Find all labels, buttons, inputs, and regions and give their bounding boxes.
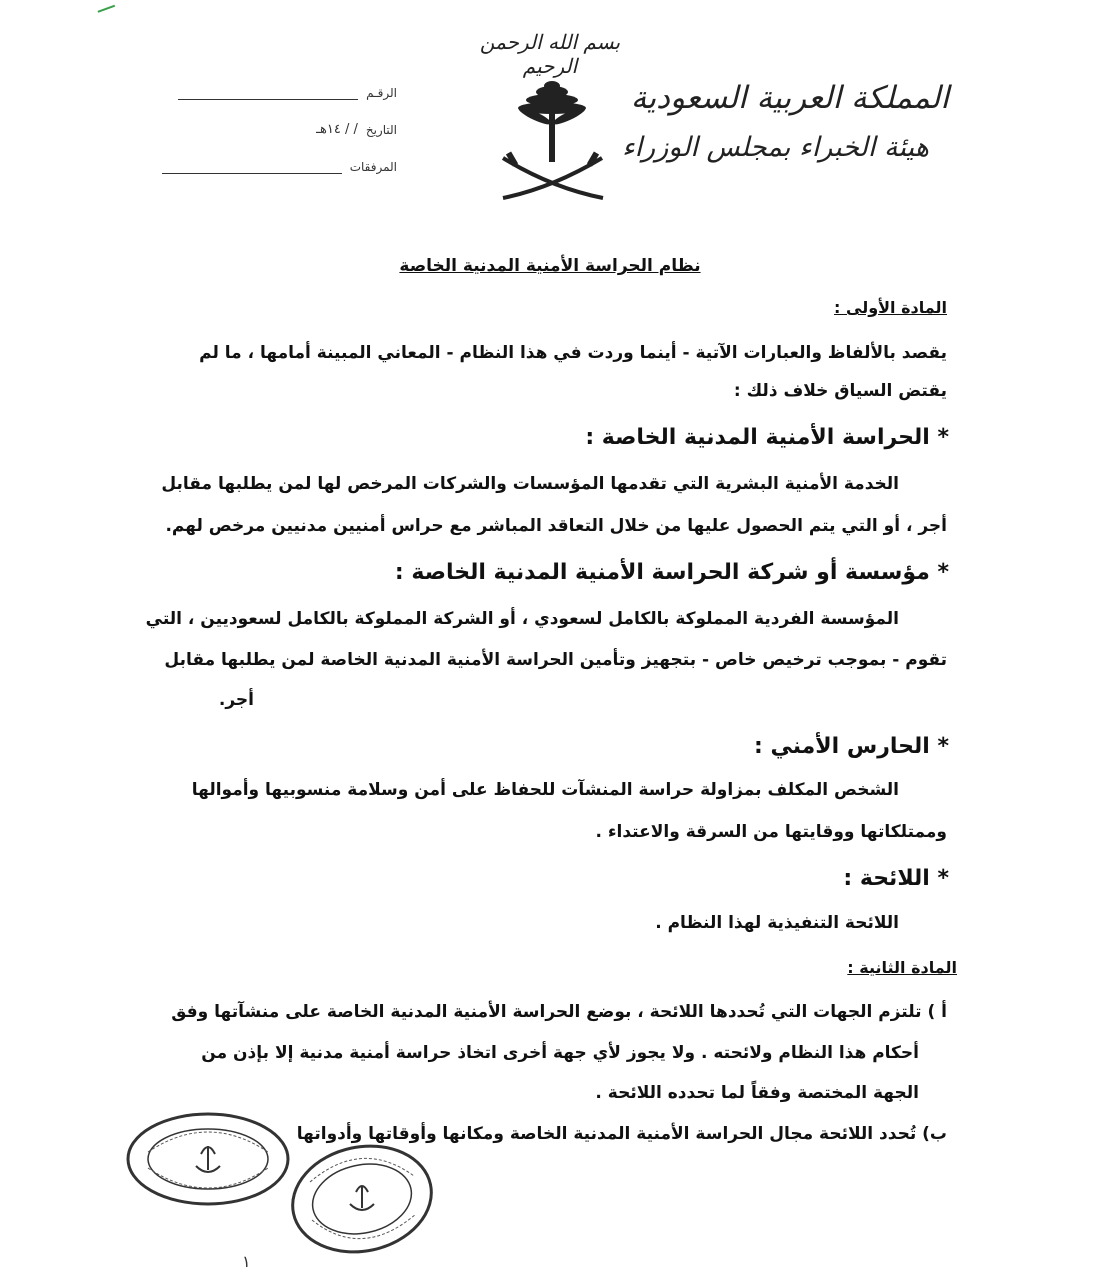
article-1-heading: المادة الأولى : [834,298,947,317]
definition-line: الشخص المكلف بمزاولة حراسة المنشآت للحفاظ على أمن وسلامة منسوبيها وأموالها [191,780,899,800]
reference-label: الرقـم [366,86,397,100]
attachments-field [147,160,397,174]
definition-term: * مؤسسة أو شركة الحراسة الأمنية المدنية الخاصة : [394,560,949,585]
definition-line: أجر. [218,690,254,710]
stamp-experts-commission [126,1112,291,1207]
stamp-general-secretariat [288,1142,436,1257]
definition-line: أجر ، أو التي يتم الحصول عليها من خلال التعاقد المباشر مع حراس أمنيين مدنيين مرخص لهم. [165,516,947,536]
attachments-line [162,161,342,174]
saudi-emblem-icon [495,78,610,206]
page-number: ١ [242,1252,251,1271]
definition-line: تقوم - بموجب ترخيص خاص - بتجهيز وتأمين الحراسة الأمنية المدنية الخاصة لمن يطلبها مقابل [164,650,947,670]
date-label: التاريخ [365,123,397,137]
article-1-intro-line: يقتض السياق خلاف ذلك : [733,381,947,401]
definition-line: الخدمة الأمنية البشرية التي تقدمها المؤسسات والشركات المرخص لها لمن يطلبها مقابل [161,474,899,494]
article-1-intro-line: يقصد بالألفاظ والعبارات الآتية - أينما وردت في هذا النظام - المعاني المبينة أمامها ، ما لم [199,343,947,363]
date-value: ١٤هـ / / [316,122,358,137]
document-title: نظام الحراسة الأمنية المدنية الخاصة [399,256,701,276]
definition-term: * الحراسة الأمنية المدنية الخاصة : [585,425,949,450]
date-field [147,122,397,137]
article-2-line: الجهة المختصة وفقاً لما تحدده اللائحة . [595,1083,919,1103]
definition-line: المؤسسة الفردية المملوكة بالكامل لسعودي ، أو الشركة المملوكة بالكامل لسعوديين ، التي [145,609,899,629]
definition-line: وممتلكاتها ووقايتها من السرقة والاعتداء . [595,822,947,842]
article-2-line: أ ) تلتزم الجهات التي تُحددها اللائحة ، بوضع الحراسة الأمنية المدنية الخاصة على منشآتها وفق [171,1002,947,1022]
reference-line [178,87,358,100]
attachments-label: المرفقات [349,160,397,174]
definition-term: * الحارس الأمني : [753,734,949,759]
article-2-line: أحكام هذا النظام ولائحته . ولا يجوز لأي جهة أخرى اتخاذ حراسة أمنية مدنية إلا بإذن من [201,1043,919,1063]
definition-line: اللائحة التنفيذية لهذا النظام . [655,913,899,933]
corner-mark [95,0,115,13]
basmala: بسم الله الرحمن الرحيم [479,30,621,78]
reference-field [147,86,397,100]
authority-name: هيئة الخبراء بمجلس الوزراء [621,132,929,163]
article-2-line: ب) تُحدد اللائحة مجال الحراسة الأمنية المدنية الخاصة ومكانها وأوقاتها وأدواتها [296,1124,947,1144]
definition-term: * اللائحة : [843,866,949,891]
kingdom-name: المملكة العربية السعودية [630,80,949,116]
article-2-heading: المادة الثانية : [847,958,957,977]
